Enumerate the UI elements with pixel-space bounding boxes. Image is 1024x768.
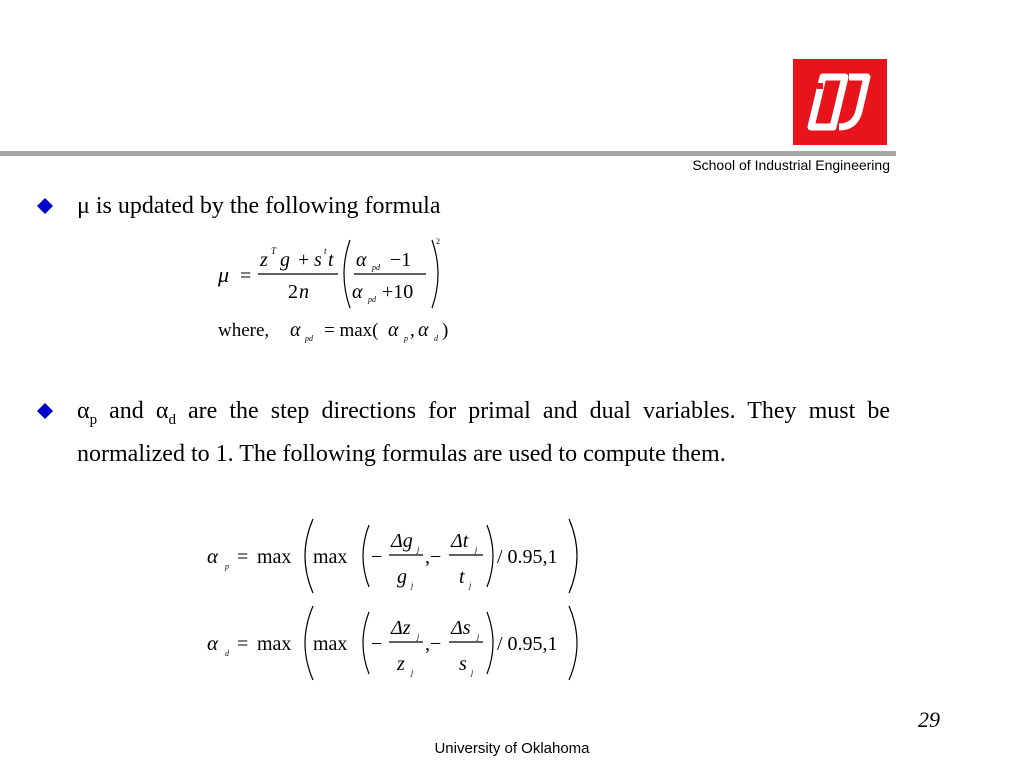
ad-minus: − — [371, 633, 383, 655]
ap-outer-paren-right — [569, 519, 577, 593]
alpha-p-formula — [205, 515, 595, 597]
mu-den-2: 2 — [288, 281, 298, 303]
where-close: ) — [442, 320, 449, 341]
ad-comma-minus: ,− — [425, 633, 442, 655]
mu-plus-ten: +10 — [382, 281, 414, 303]
where-comma: , — [410, 320, 415, 341]
header-divider — [0, 151, 896, 156]
where-alpha-p: α — [388, 319, 399, 341]
ap-max-inner: max — [313, 546, 348, 568]
where-d: d — [434, 334, 438, 343]
where-alpha-d: α — [418, 319, 429, 341]
mu-paren-left — [344, 240, 350, 308]
ad-delta-s: Δs — [451, 617, 471, 639]
ap-minus: − — [371, 546, 383, 568]
ad-den-s: s — [459, 653, 467, 675]
ap-delta-g: Δg — [391, 530, 413, 552]
alpha-d-symbol: α — [155, 398, 169, 424]
bullet-diamond-icon-2 — [37, 403, 53, 419]
mu-lhs: μ — [218, 262, 230, 287]
mu-z-sup: T — [271, 246, 277, 256]
ap-tail: / 0.95,1 — [497, 546, 558, 568]
mu-plus: + — [298, 249, 310, 271]
ad-alpha: α — [207, 631, 219, 655]
ad-outer-paren-right — [569, 606, 577, 680]
where-pd: pd — [305, 334, 313, 343]
ap-delta-t: Δt — [451, 530, 469, 552]
where-p: p — [404, 334, 408, 343]
ap-alpha: α — [207, 544, 219, 568]
alpha-d-formula — [205, 602, 595, 684]
bullet-2-text — [77, 394, 890, 471]
ad-delta-z: Δz — [391, 617, 411, 639]
where-eq-max: = max( — [324, 320, 379, 341]
mu-t: t — [328, 249, 334, 271]
where-label: where, — [218, 320, 270, 341]
ap-sub: p — [225, 562, 229, 571]
footer-university: University of Oklahoma — [434, 740, 590, 757]
ap-outer-paren-left — [305, 519, 313, 593]
ad-sub-j-4: j — [471, 668, 474, 677]
ap-den-g: g — [397, 566, 407, 588]
ap-den-t: t — [459, 566, 465, 588]
where-alpha-pd: α — [290, 319, 301, 341]
alpha-p-symbol: α — [77, 398, 90, 424]
ou-logo-mark — [793, 59, 887, 145]
ou-logo — [793, 59, 887, 145]
mu-alpha-1: α — [356, 249, 367, 271]
ap-eq: = — [237, 546, 249, 568]
ap-inner-paren-right — [487, 525, 493, 587]
mu-pd-1: pd — [372, 263, 380, 272]
mu-pd-2: pd — [368, 295, 376, 304]
ad-max-inner: max — [313, 633, 348, 655]
alpha-p-subscript: p — [89, 411, 98, 428]
ad-eq: = — [237, 633, 249, 655]
ap-sub-j-2: j — [411, 581, 414, 590]
mu-minus-one: −1 — [390, 249, 412, 271]
ap-inner-paren-left — [363, 525, 369, 587]
ap-comma-minus: ,− — [425, 546, 442, 568]
ad-inner-paren-left — [363, 612, 369, 674]
mu-s: s — [314, 249, 322, 271]
mu-paren-right — [432, 240, 438, 308]
alpha-d-subscript: d — [168, 411, 176, 428]
mu-power: 2 — [436, 237, 440, 246]
mu-formula — [210, 232, 460, 312]
bullet-diamond-icon — [37, 198, 53, 214]
ap-sub-j-1: j — [417, 545, 420, 554]
ad-den-z: z — [397, 653, 405, 675]
ad-inner-paren-right — [487, 612, 493, 674]
mu-g: g — [280, 249, 290, 271]
where-formula — [218, 314, 478, 348]
page-number: 29 — [918, 707, 940, 732]
mu-alpha-2: α — [352, 281, 363, 303]
mu-s-sup: t — [324, 246, 327, 256]
ap-max-outer: max — [257, 546, 292, 568]
ad-max-outer: max — [257, 633, 292, 655]
and-word: and — [97, 398, 156, 424]
mu-den-n: n — [299, 281, 309, 303]
bullet-2-rest: are the step directions for primal and dual variables. They must be normalized to 1. The following formulas are used to compute them. — [77, 398, 891, 467]
bullet-1-text: μ is updated by the following formula — [77, 193, 441, 219]
ad-tail: / 0.95,1 — [497, 633, 558, 655]
ad-sub-j-2: j — [411, 668, 414, 677]
ad-sub: d — [225, 649, 229, 658]
school-name: School of Industrial Engineering — [692, 157, 890, 173]
ad-outer-paren-left — [305, 606, 313, 680]
ad-sub-j-1: j — [417, 632, 420, 641]
ad-sub-j-3: j — [477, 632, 480, 641]
mu-eq: = — [240, 265, 252, 287]
mu-z: z — [260, 249, 268, 271]
ap-sub-j-4: j — [469, 581, 472, 590]
ap-sub-j-3: j — [475, 545, 478, 554]
